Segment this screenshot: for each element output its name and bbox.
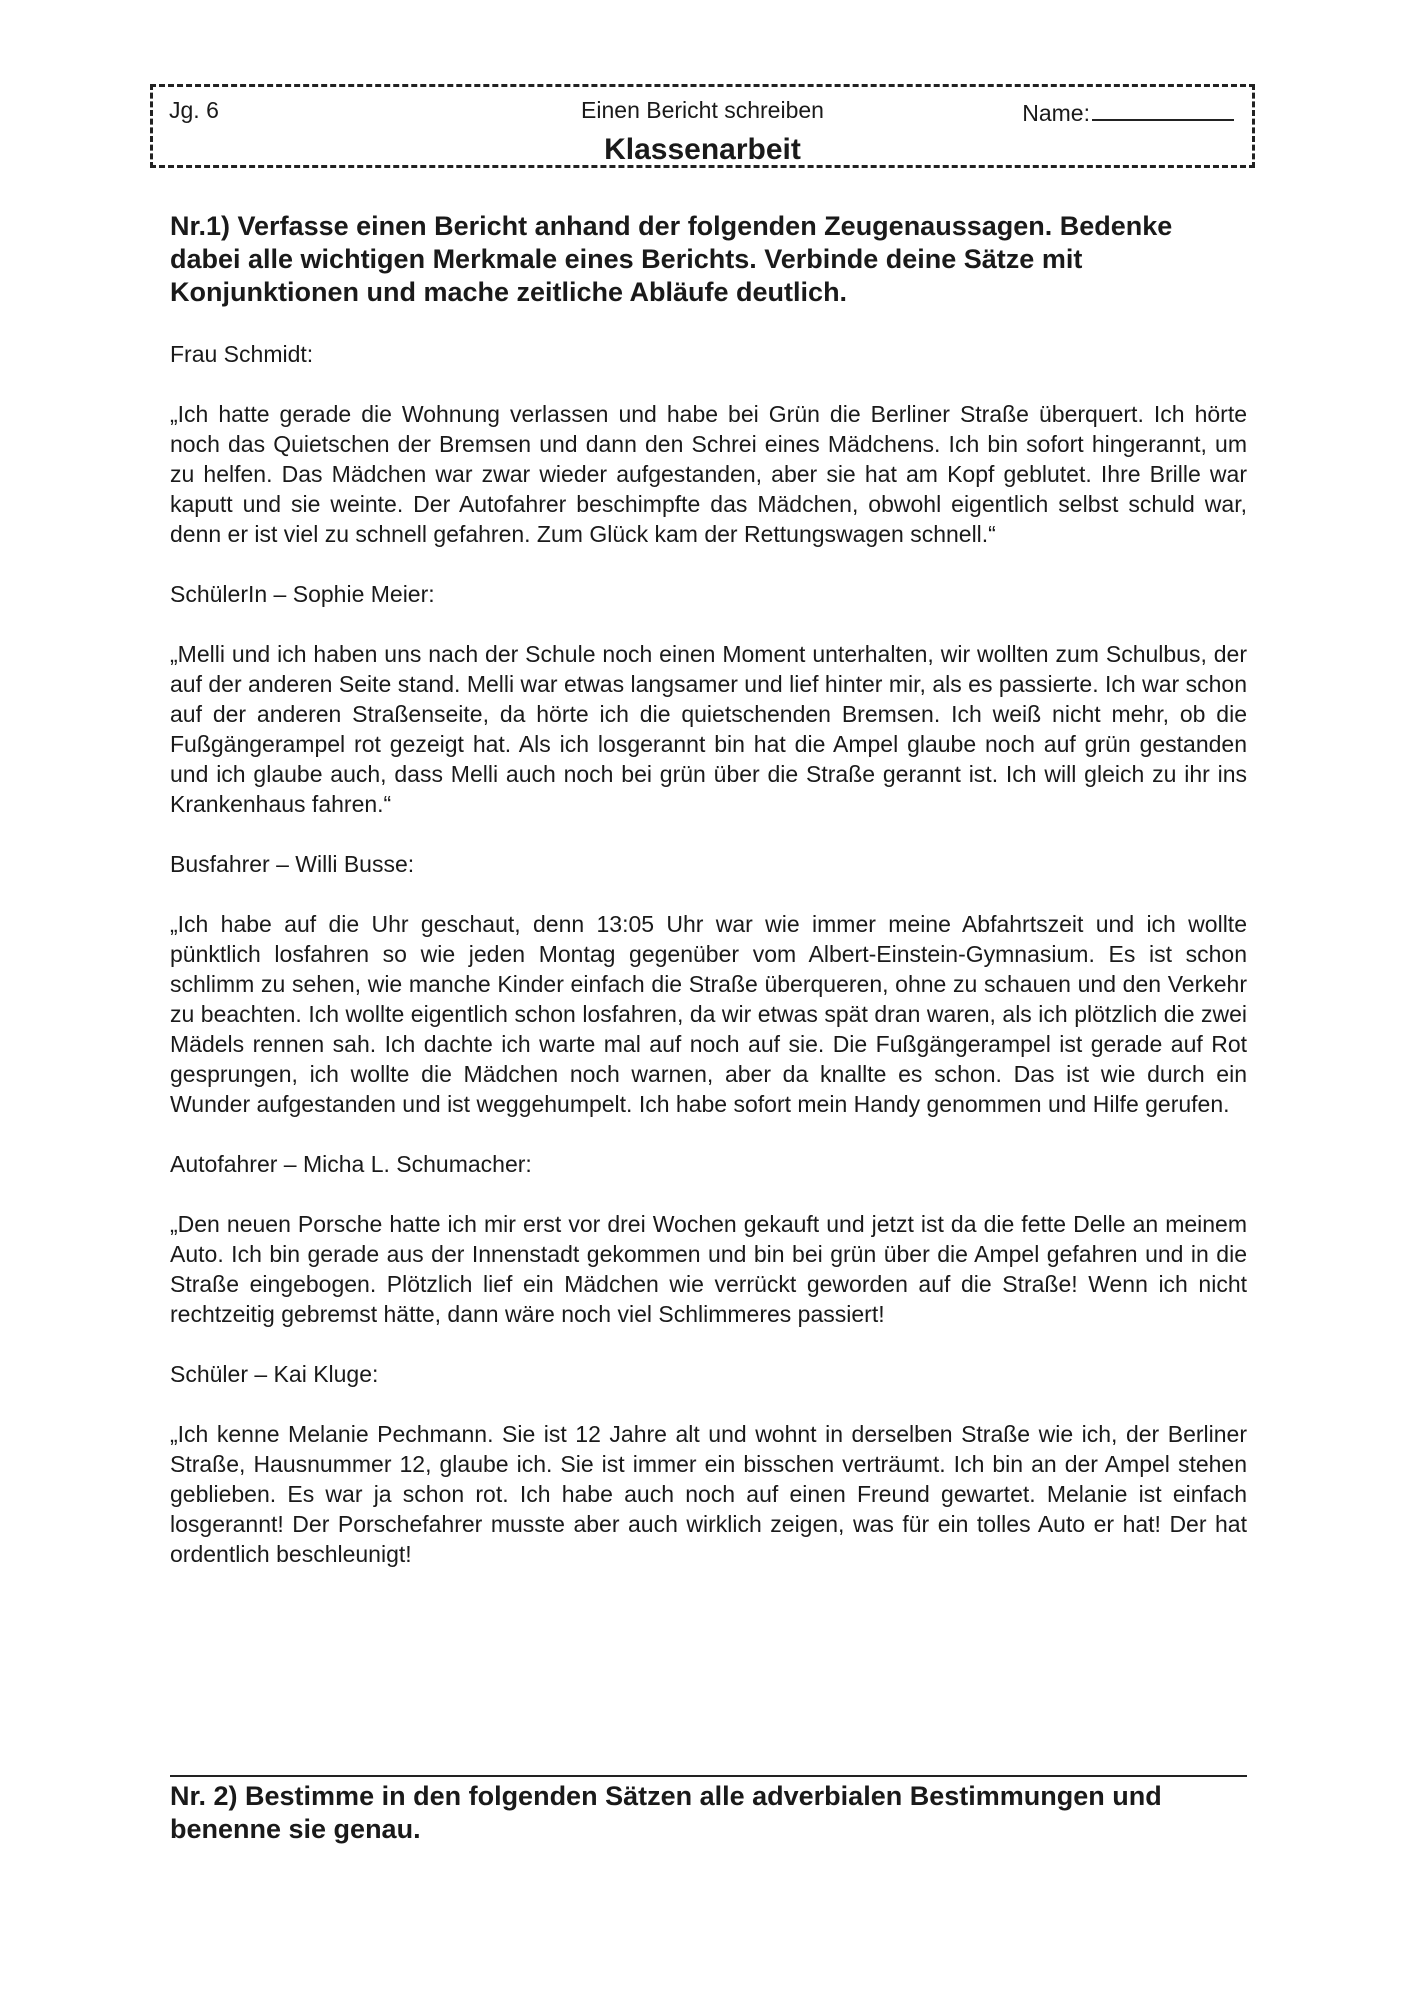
name-field [1022,97,1234,127]
page-title: Klassenarbeit [604,133,801,166]
task1-section [170,210,1247,1569]
statement-speaker: Schüler – Kai Kluge: [170,1361,379,1387]
topic-label: Einen Bericht schreiben [581,97,824,123]
statement-text: „Ich kenne Melanie Pechmann. Sie ist 12 Jahre alt und wohnt in derselben Straße wie ich, der Berliner Straße, Hausnummer 12, glaube ich. Sie ist immer ein bisschen verträumt. Ich bin an der Ampel stehen geblieben. Es war ja schon rot. Ich habe auch noch auf einen Freund gewartet. Melanie ist einfach losgerannt! Der Porschefahrer musste aber auch wirklich zeigen, was für ein tolles Auto er hat! Der hat ordentlich beschleunigt! [170,1421,1247,1567]
statement-speaker: SchülerIn – Sophie Meier: [170,581,435,607]
statement-block [170,849,1247,1119]
grade-label: Jg. 6 [169,97,219,123]
statement-speaker: Busfahrer – Willi Busse: [170,851,415,877]
statement-text: „Melli und ich haben uns nach der Schule noch einen Moment unterhalten, wir wollten zum Schulbus, der auf der anderen Seite stand. Melli war etwas langsamer und lief hinter mir, als es passierte. Ich war schon auf der anderen Straßenseite, da hörte ich die quietschenden Bremsen. Ich weiß nicht mehr, ob die Fußgängerampel rot gezeigt hat. Als ich losgerannt bin hat die Ampel glaube noch auf grün gestanden und ich glaube auch, dass Melli auch noch bei grün über die Straße gerannt ist. Ich will gleich zu ihr ins Krankenhaus fahren.“ [170,641,1247,817]
statement-block [170,579,1247,819]
task1-instruction: Nr.1) Verfasse einen Bericht anhand der folgenden Zeugenaussagen. Bedenke dabei alle wichtigen Merkmale eines Berichts. Verbinde deine Sätze mit Konjunktionen und mache zeitliche Abläufe deutlich. [170,211,1173,307]
statement-speaker: Autofahrer – Micha L. Schumacher: [170,1151,532,1177]
statement-block [170,1359,1247,1569]
worksheet-header [150,84,1255,168]
statement-text: „Den neuen Porsche hatte ich mir erst vor drei Wochen gekauft und jetzt ist da die fette Delle an meinem Auto. Ich bin gerade aus der Innenstadt gekommen und bin bei grün über die Ampel gefahren und in die Straße eingebogen. Plötzlich lief ein Mädchen wie verrückt geworden auf die Straße! Wenn ich nicht rechtzeitig gebremst hätte, dann wäre noch viel Schlimmeres passiert! [170,1211,1247,1327]
task2-instruction: Nr. 2) Bestimme in den folgenden Sätzen alle adverbialen Bestimmungen und benenne sie genau. [170,1781,1162,1844]
statement-block [170,339,1247,549]
name-blank-line [1092,97,1234,121]
section-divider [170,1775,1247,1777]
header-row [153,97,1252,129]
statement-speaker: Frau Schmidt: [170,341,314,367]
statement-text: „Ich hatte gerade die Wohnung verlassen und habe bei Grün die Berliner Straße überquert. Ich hörte noch das Quietschen der Bremsen und dann den Schrei eines Mädchens. Ich bin sofort hingerannt, um zu helfen. Das Mädchen war zwar wieder aufgestanden, aber sie hat am Kopf geblutet. Ihre Brille war kaputt und sie weinte. Der Autofahrer beschimpfte das Mädchen, obwohl eigentlich selbst schuld war, denn er ist viel zu schnell gefahren. Zum Glück kam der Rettungswagen schnell.“ [170,401,1247,547]
statement-block [170,1149,1247,1329]
name-label: Name: [1022,100,1090,126]
statement-text: „Ich habe auf die Uhr geschaut, denn 13:05 Uhr war wie immer meine Abfahrtszeit und ich wollte pünktlich losfahren so wie jeden Montag gegenüber vom Albert-Einstein-Gymnasium. Es ist schon schlimm zu sehen, wie manche Kinder einfach die Straße überqueren, ohne zu schauen und den Verkehr zu beachten. Ich wollte eigentlich schon losfahren, da wir etwas spät dran waren, als ich plötzlich die zwei Mädels rennen sah. Ich dachte ich warte mal auf noch auf sie. Die Fußgängerampel ist gerade auf Rot gesprungen, ich wollte die Mädchen noch warnen, aber da knallte es schon. Das ist wie durch ein Wunder aufgestanden und ist weggehumpelt. Ich habe sofort mein Handy genommen und Hilfe gerufen. [170,911,1247,1117]
